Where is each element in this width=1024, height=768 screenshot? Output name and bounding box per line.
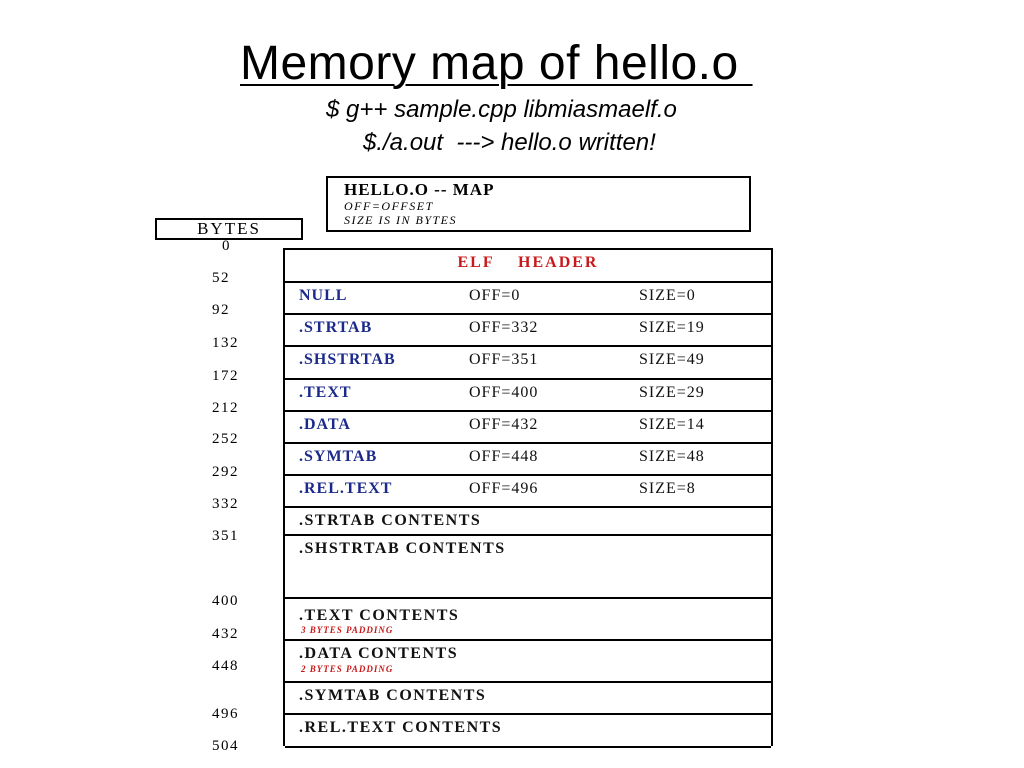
offset-label: 252 <box>212 431 239 447</box>
padding-note: 2 BYTES PADDING <box>301 664 394 674</box>
section-size: SIZE=48 <box>639 448 705 465</box>
padding-note: 3 BYTES PADDING <box>301 625 394 635</box>
offset-label: 52 <box>212 270 230 286</box>
offset-label: 0 <box>222 238 231 254</box>
contents-row-text <box>285 599 771 641</box>
offset-label: 332 <box>212 496 239 512</box>
section-size: SIZE=19 <box>639 319 705 336</box>
contents-row-strtab <box>285 508 771 536</box>
contents-label: .DATA CONTENTS <box>299 645 459 662</box>
offset-label: 212 <box>212 400 239 416</box>
offset-label: 351 <box>212 528 239 544</box>
section-name: NULL <box>299 287 348 304</box>
section-offset: OFF=432 <box>469 416 539 433</box>
section-row-symtab <box>285 444 771 476</box>
section-name: .REL.TEXT <box>299 480 393 497</box>
bytes-column-label: BYTES <box>155 218 303 240</box>
offset-label: 92 <box>212 302 230 318</box>
section-row-text <box>285 380 771 412</box>
offset-label: 432 <box>212 626 239 642</box>
section-offset: OFF=0 <box>469 287 521 304</box>
section-row-rel-text <box>285 476 771 508</box>
section-row-data <box>285 412 771 444</box>
legend-box <box>326 176 751 232</box>
section-name: .DATA <box>299 416 351 433</box>
contents-row-data <box>285 641 771 683</box>
contents-label: .SYMTAB CONTENTS <box>299 687 487 704</box>
contents-row-symtab <box>285 683 771 715</box>
contents-label: .SHSTRTAB CONTENTS <box>299 540 506 557</box>
section-size: SIZE=0 <box>639 287 696 304</box>
offset-label: 448 <box>212 658 239 674</box>
offset-label: 172 <box>212 368 239 384</box>
section-offset: OFF=496 <box>469 480 539 497</box>
section-name: .TEXT <box>299 384 352 401</box>
legend-title: HELLO.O -- MAP <box>344 180 495 199</box>
section-name: .SYMTAB <box>299 448 378 465</box>
section-row-strtab <box>285 315 771 347</box>
offset-label: 504 <box>212 738 239 754</box>
section-offset: OFF=400 <box>469 384 539 401</box>
section-offset: OFF=351 <box>469 351 539 368</box>
elf-header-label: ELF HEADER <box>457 254 599 271</box>
contents-label: .STRTAB CONTENTS <box>299 512 482 529</box>
section-row-null <box>285 283 771 315</box>
compile-command: $ g++ sample.cpp libmiasmaelf.o <box>326 96 677 123</box>
section-size: SIZE=8 <box>639 480 696 497</box>
section-offset: OFF=332 <box>469 319 539 336</box>
contents-label: .TEXT CONTENTS <box>299 607 460 624</box>
legend-size-note: SIZE IS IN BYTES <box>344 213 458 227</box>
elf-header-row <box>285 250 771 283</box>
contents-label: .REL.TEXT CONTENTS <box>299 719 503 736</box>
offset-label: 132 <box>212 335 239 351</box>
section-name: .STRTAB <box>299 319 373 336</box>
contents-row-shstrtab <box>285 536 771 599</box>
offset-label: 400 <box>212 593 239 609</box>
section-name: .SHSTRTAB <box>299 351 396 368</box>
contents-row-rel-text <box>285 715 771 748</box>
section-offset: OFF=448 <box>469 448 539 465</box>
run-command: $./a.out ---> hello.o written! <box>363 129 656 156</box>
section-size: SIZE=29 <box>639 384 705 401</box>
slide-title: Memory map of hello.o <box>240 37 753 90</box>
section-size: SIZE=14 <box>639 416 705 433</box>
offset-label: 292 <box>212 464 239 480</box>
offset-label: 496 <box>212 706 239 722</box>
section-row-shstrtab <box>285 347 771 380</box>
memory-map-table <box>283 248 773 746</box>
legend-offset-note: OFF=OFFSET <box>344 199 434 213</box>
section-size: SIZE=49 <box>639 351 705 368</box>
